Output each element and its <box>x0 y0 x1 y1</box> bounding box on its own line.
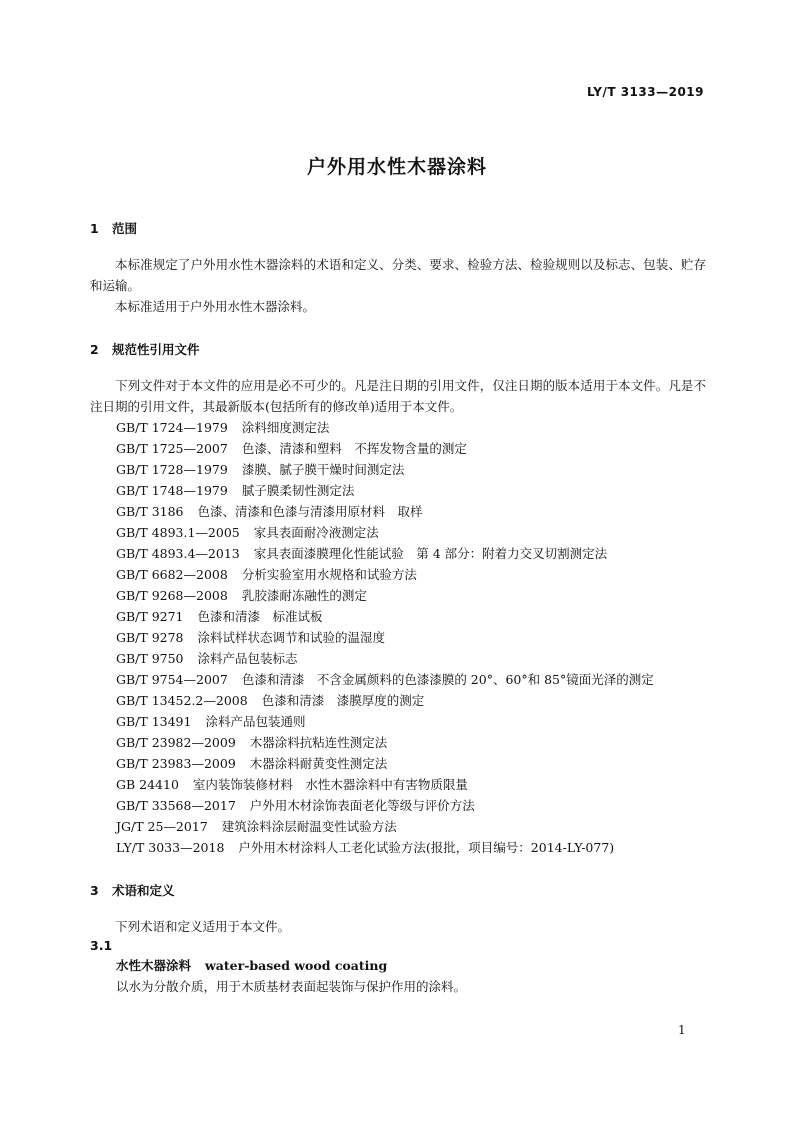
reference-title: 建筑涂料涂层耐温变性试验方法 <box>221 819 397 834</box>
standard-code: LY/T 3133—2019 <box>586 85 704 99</box>
reference-item <box>90 543 706 564</box>
reference-title: 涂料试样状态调节和试验的温湿度 <box>197 630 386 645</box>
reference-title: 腻子膜柔韧性测定法 <box>241 483 355 498</box>
reference-item <box>90 459 706 480</box>
reference-item <box>90 585 706 606</box>
reference-item <box>90 564 706 585</box>
reference-code: GB/T 1728—1979 <box>116 462 228 477</box>
reference-item <box>90 522 706 543</box>
reference-item <box>90 753 706 774</box>
reference-item <box>90 606 706 627</box>
reference-item <box>90 480 706 501</box>
reference-title: 户外用木材涂饰表面老化等级与评价方法 <box>249 798 475 813</box>
reference-code: GB/T 9271 <box>116 609 184 624</box>
reference-code: GB/T 9278 <box>116 630 184 645</box>
reference-code: GB/T 13452.2—2008 <box>116 693 248 708</box>
terms-intro: 下列术语和定义适用于本文件。 <box>115 919 291 934</box>
reference-code: GB/T 9754—2007 <box>116 672 228 687</box>
reference-code: GB/T 1725—2007 <box>116 441 228 456</box>
reference-item <box>90 627 706 648</box>
reference-item <box>90 837 706 858</box>
reference-code: GB/T 1724—1979 <box>116 420 228 435</box>
reference-title: 漆膜、腻子膜干燥时间测定法 <box>241 462 405 477</box>
term-entry <box>90 955 706 976</box>
section-number: 2 <box>90 342 99 357</box>
reference-code: GB/T 13491 <box>116 714 192 729</box>
term-number: 3.1 <box>90 938 113 953</box>
document-title: 户外用水性木器涂料 <box>306 156 487 178</box>
reference-code: GB/T 9750 <box>116 651 184 666</box>
reference-title: 涂料产品包装通则 <box>205 714 306 729</box>
reference-title: 木器涂料耐黄变性测定法 <box>249 756 388 771</box>
reference-code: GB/T 3186 <box>116 504 184 519</box>
reference-title: 色漆、清漆和色漆与清漆用原材料 取样 <box>197 504 423 519</box>
reference-title: 分析实验室用水规格和试验方法 <box>241 567 417 582</box>
reference-item <box>90 438 706 459</box>
term-chinese: 水性木器涂料 <box>116 958 192 973</box>
reference-code: GB/T 9268—2008 <box>116 588 228 603</box>
reference-list <box>90 417 706 858</box>
section-number: 1 <box>90 221 99 236</box>
reference-title: 涂料产品包装标志 <box>197 651 298 666</box>
reference-code: GB 24410 <box>116 777 179 792</box>
reference-title: 色漆、清漆和塑料 不挥发物含量的测定 <box>241 441 467 456</box>
reference-title: 色漆和清漆 标准试板 <box>197 609 323 624</box>
reference-title: 色漆和清漆 漆膜厚度的测定 <box>261 693 425 708</box>
reference-code: GB/T 1748—1979 <box>116 483 228 498</box>
reference-item <box>90 690 706 711</box>
reference-title: 户外用木材涂料人工老化试验方法(报批，项目编号：2014-LY-077) <box>238 840 615 855</box>
reference-code: GB/T 33568—2017 <box>116 798 236 813</box>
reference-item <box>90 501 706 522</box>
section-heading-scope <box>90 218 706 240</box>
document-body <box>90 218 706 998</box>
page-number: 1 <box>678 1023 686 1037</box>
reference-item <box>90 669 706 690</box>
section-title: 规范性引用文件 <box>112 342 200 357</box>
scope-applicability: 本标准适用于户外用水性木器涂料。 <box>115 299 316 314</box>
reference-title: 涂料细度测定法 <box>241 420 330 435</box>
scope-paragraph: 本标准规定了户外用水性木器涂料的术语和定义、分类、要求、检验方法、检验规则以及标志、包装、贮存和运输。 <box>90 257 706 293</box>
reference-code: GB/T 23983—2009 <box>116 756 236 771</box>
reference-item <box>90 795 706 816</box>
term-definition: 以水为分散介质，用于木质基材表面起装饰与保护作用的涂料。 <box>116 979 467 994</box>
reference-title: 家具表面漆膜理化性能试验 第 4 部分：附着力交叉切割测定法 <box>253 546 608 561</box>
section-heading-terms <box>90 880 706 902</box>
reference-code: GB/T 4893.1—2005 <box>116 525 240 540</box>
reference-code: JG/T 25—2017 <box>116 819 208 834</box>
reference-title: 家具表面耐冷液测定法 <box>253 525 379 540</box>
section-title: 范围 <box>112 221 138 236</box>
section-number: 3 <box>90 883 99 898</box>
reference-title: 室内装饰装修材料 水性木器涂料中有害物质限量 <box>192 777 468 792</box>
reference-title: 色漆和清漆 不含金属颜料的色漆漆膜的 20°、60°和 85°镜面光泽的测定 <box>241 672 654 687</box>
reference-item <box>90 417 706 438</box>
reference-code: GB/T 23982—2009 <box>116 735 236 750</box>
section-heading-normative-references <box>90 339 706 361</box>
reference-code: GB/T 6682—2008 <box>116 567 228 582</box>
reference-title: 乳胶漆耐冻融性的测定 <box>241 588 367 603</box>
reference-item <box>90 816 706 837</box>
reference-item <box>90 711 706 732</box>
section-title: 术语和定义 <box>112 883 175 898</box>
reference-code: LY/T 3033—2018 <box>116 840 225 855</box>
reference-code: GB/T 4893.4—2013 <box>116 546 240 561</box>
reference-item <box>90 774 706 795</box>
references-intro: 下列文件对于本文件的应用是必不可少的。凡是注日期的引用文件，仅注日期的版本适用于本文件。凡是不注日期的引用文件，其最新版本(包括所有的修改单)适用于本文件。 <box>90 378 706 414</box>
reference-item <box>90 732 706 753</box>
reference-title: 木器涂料抗粘连性测定法 <box>249 735 388 750</box>
term-english: water-based wood coating <box>205 958 388 973</box>
reference-item <box>90 648 706 669</box>
